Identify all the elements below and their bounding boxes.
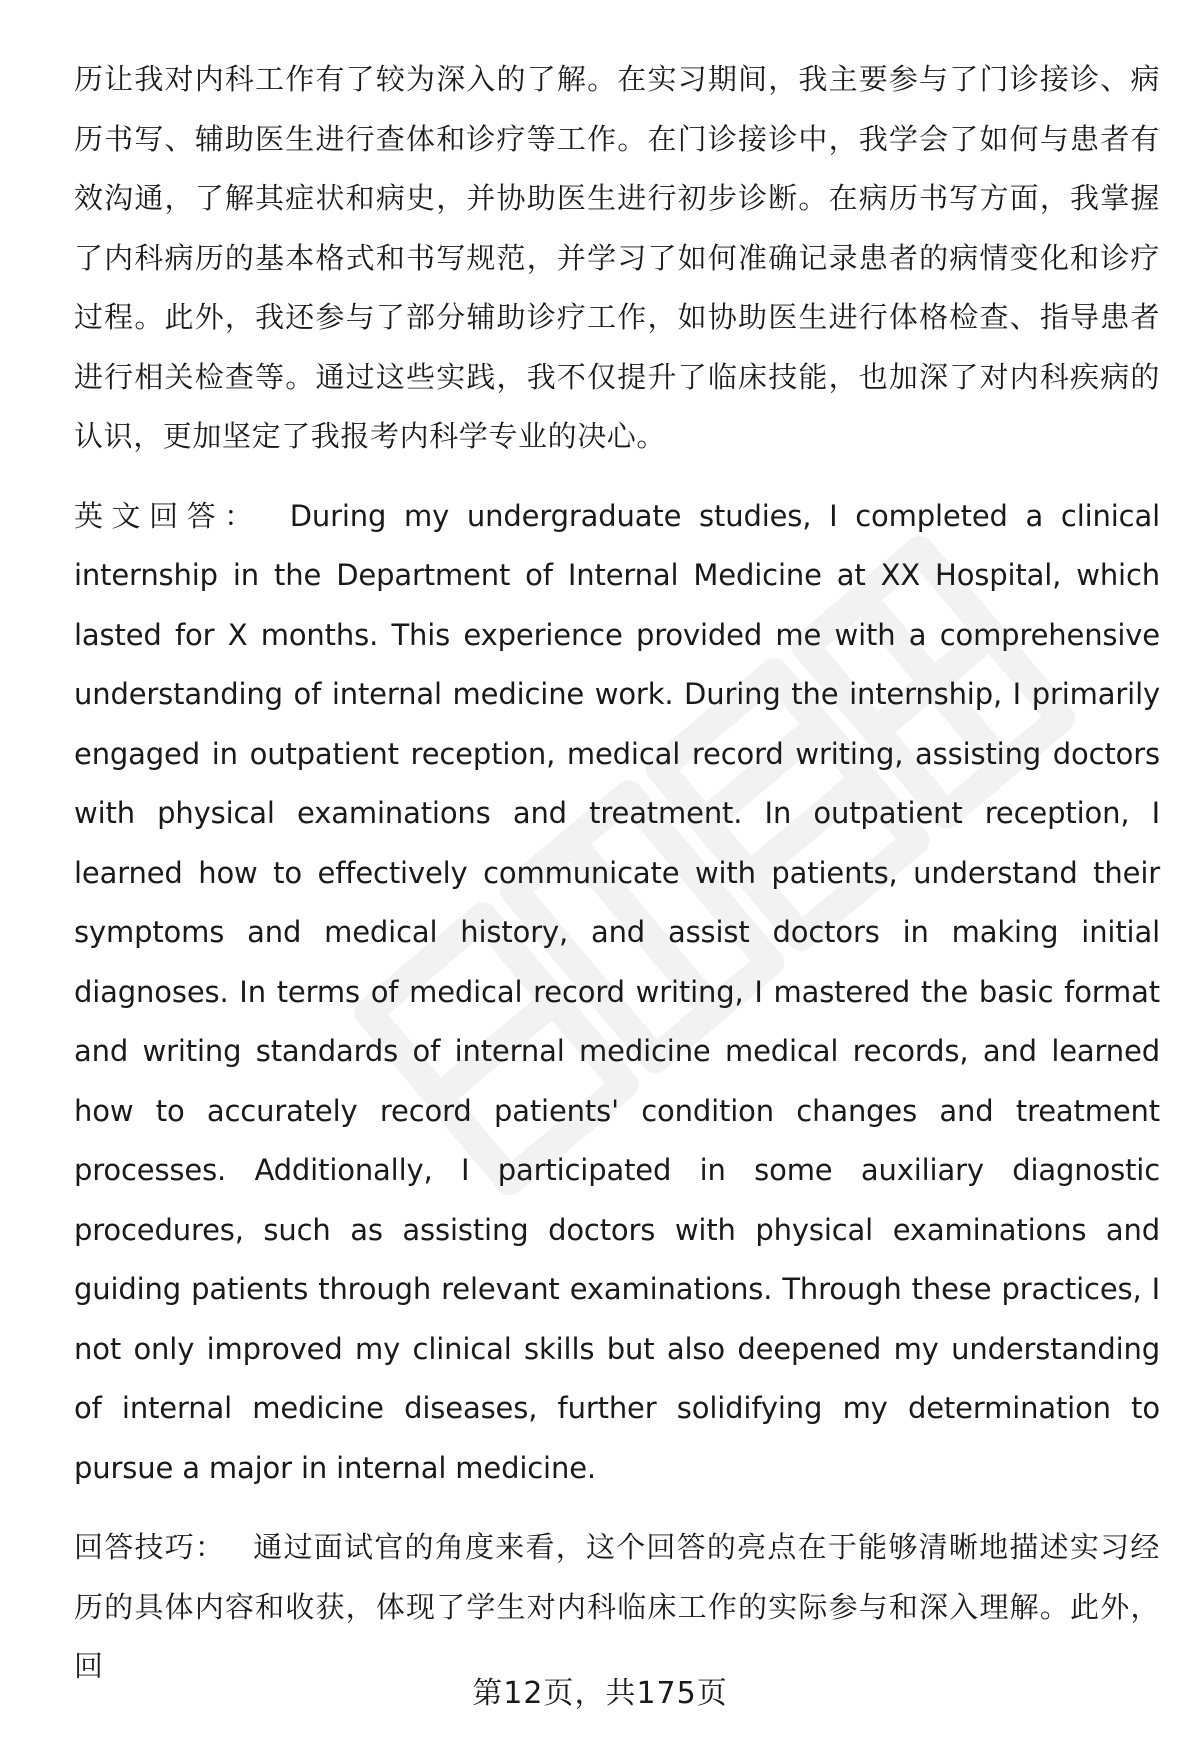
english-answer-paragraph	[74, 487, 1160, 1499]
body-paragraph: 历让我对内科工作有了较为深入的了解。在实习期间，我主要参与了门诊接诊、病历书写、辅助医生进行查体和诊疗等工作。在门诊接诊中，我学会了如何与患者有效沟通，了解其症状和病史，并协助医生进行初步诊断。在病历书写方面，我掌握了内科病历的基本格式和书写规范，并学习了如何准确记录患者的病情变化和诊疗过程。此外，我还参与了部分辅助诊疗工作，如协助医生进行体格检查、指导患者进行相关检查等。通过这些实践，我不仅提升了临床技能，也加深了对内科疾病的认识，更加坚定了我报考内科学专业的决心。	[74, 62, 1160, 453]
english-answer-text: During my undergraduate studies, I completed a clinical internship in the Department of Internal Medicine at XX Hospital, which lasted for X months. This experience provided me with a comprehensive understanding of internal medicine work. During the internship, I primarily engaged in outpatient reception, medical record writing, assisting doctors with physical examinations and treatment. In outpatient reception, I learned how to effectively communicate with patients, understand their symptoms and medical history, and assist doctors in making initial diagnoses. In terms of medical record writing, I mastered the basic format and writing standards of internal medicine medical records, and learned how to accurately record patients' condition changes and treatment processes. Additionally, I participated in some auxiliary diagnostic procedures, such as assisting doctors with physical examinations and guiding patients through relevant examinations. Through these practices, I not only improved my clinical skills but also deepened my understanding of internal medicine diseases, further solidifying my determination to pursue a major in internal medicine.	[74, 498, 1160, 1485]
answer-tips-label: 回答技巧：	[74, 1530, 226, 1564]
answer-tips-text: 通过面试官的角度来看，这个回答的亮点在于能够清晰地描述实习经历的具体内容和收获，体现了学生对内科临床工作的实际参与和深入理解。此外，回	[74, 1530, 1160, 1683]
page-indicator: 第12页，共175页	[472, 1676, 728, 1711]
english-answer-label: 英文回答：	[74, 498, 262, 533]
document-page	[74, 50, 1160, 1697]
